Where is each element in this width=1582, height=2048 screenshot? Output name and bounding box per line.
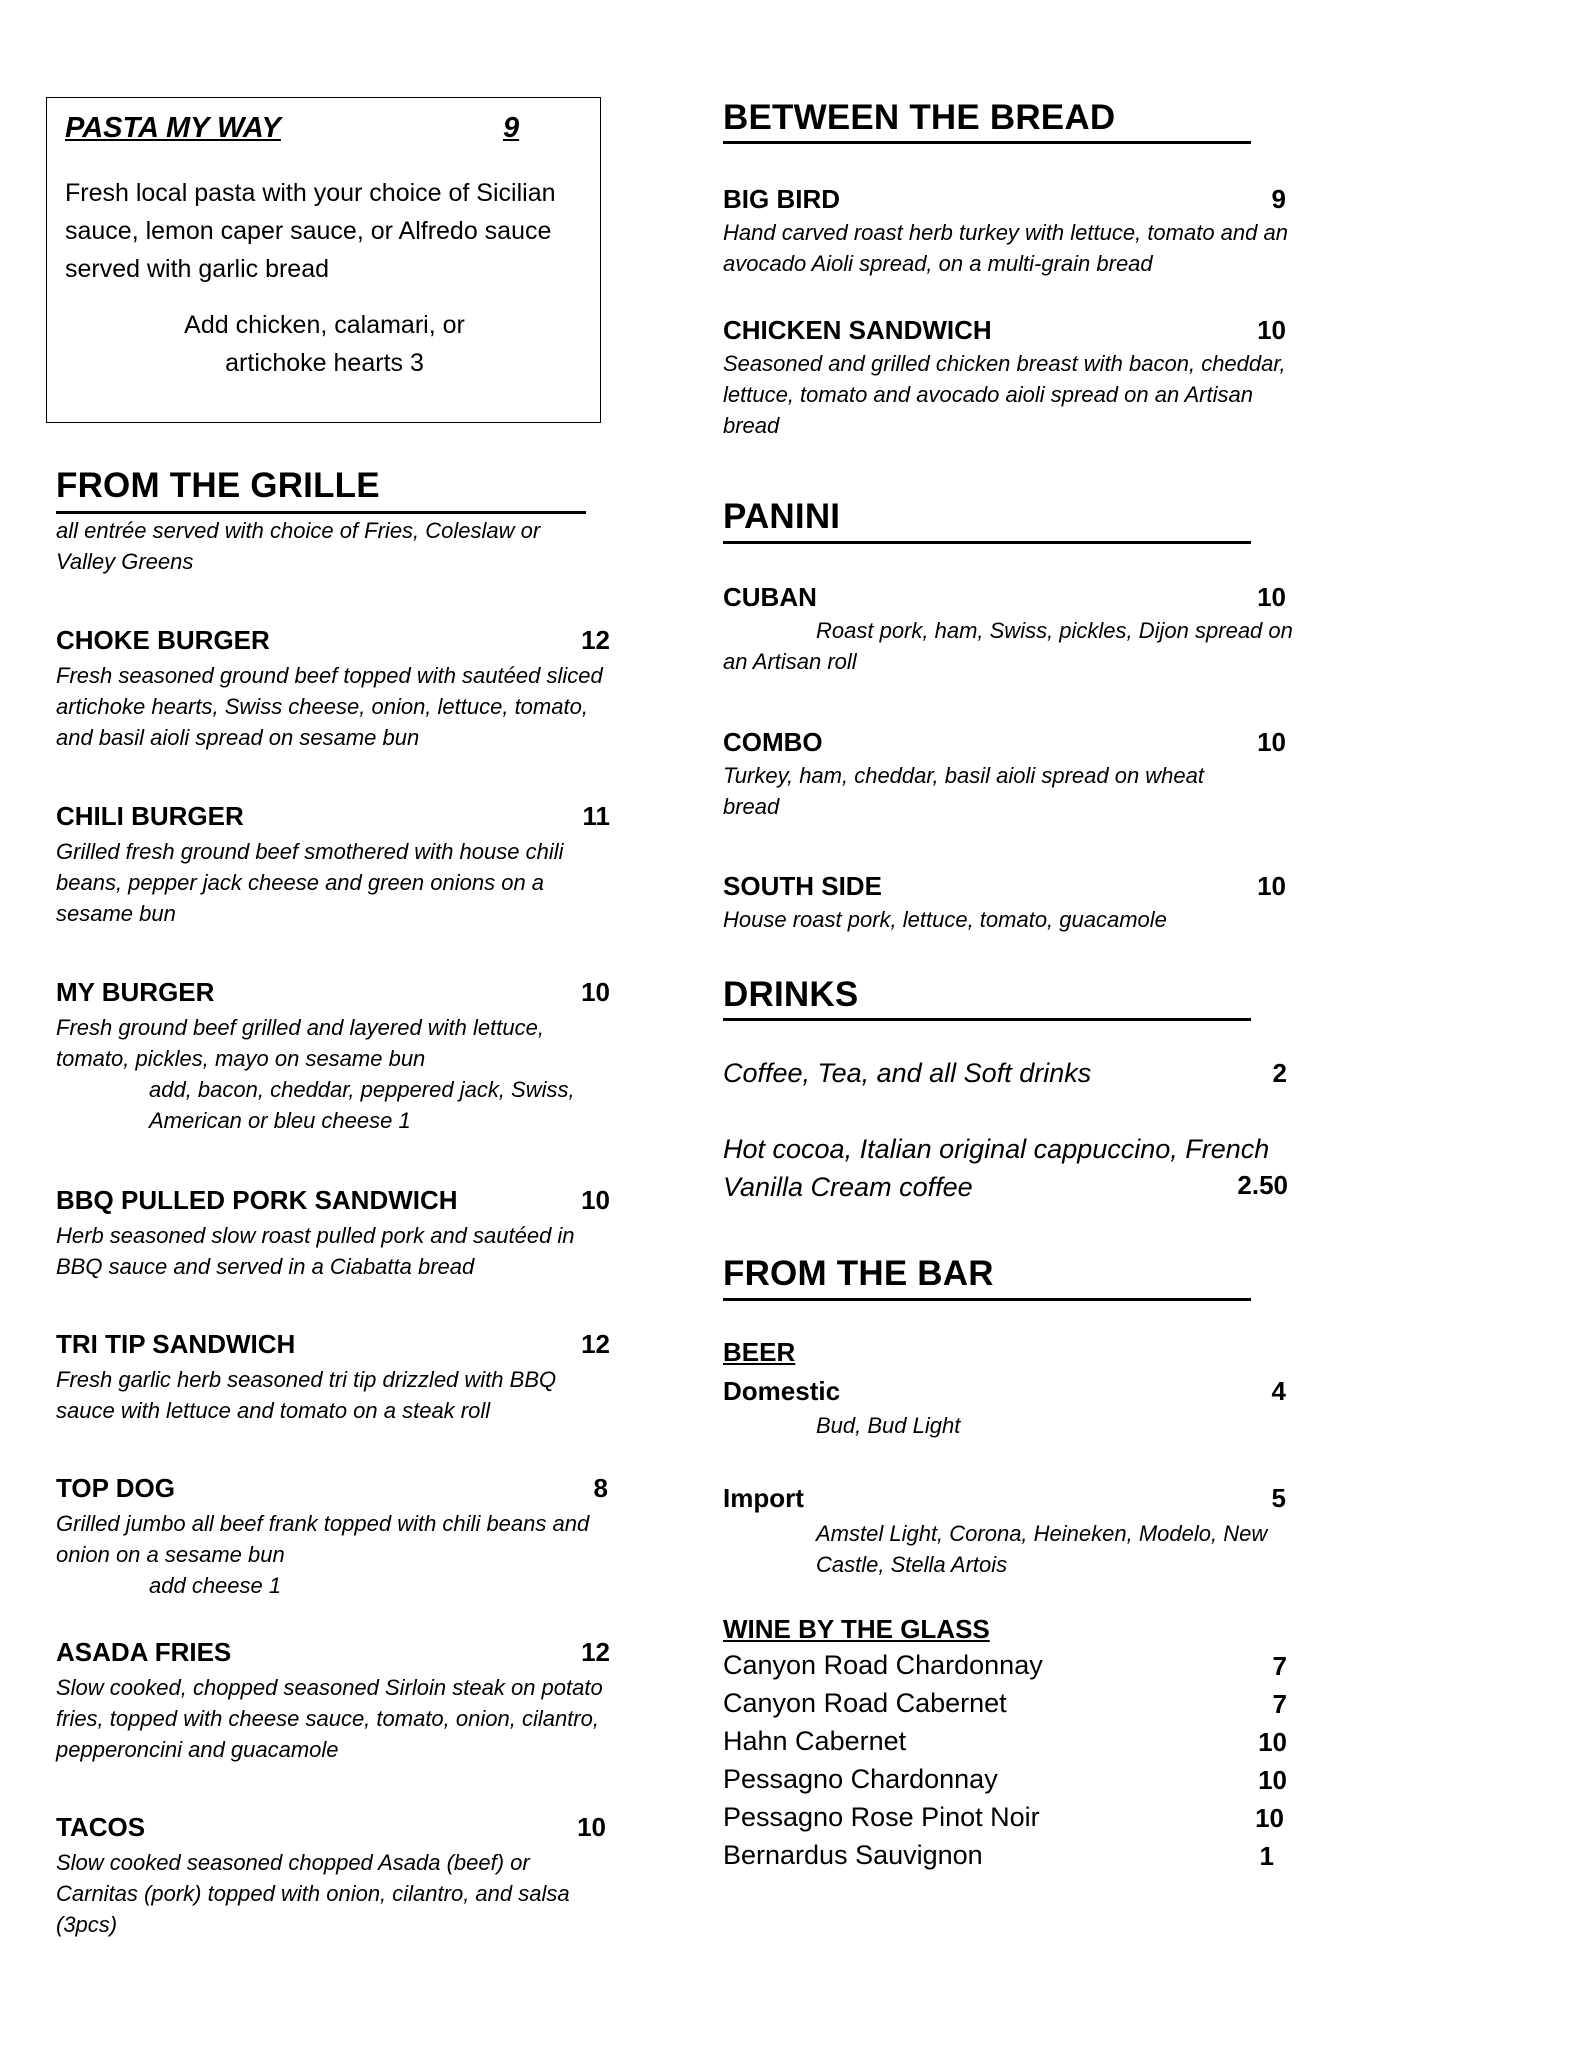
drink-price: 2.50	[1237, 1170, 1288, 1200]
pasta-addon-line2: artichoke hearts 3	[225, 349, 424, 377]
menu-item-description: Fresh garlic herb seasoned tri tip drizzled with BBQ sauce with lettuce and tomato on a steak roll	[56, 1367, 557, 1423]
grille-title: FROM THE GRILLE	[56, 466, 380, 505]
menu-item-price: 10	[1257, 582, 1286, 612]
panini-rule	[723, 541, 1251, 544]
beer-price: 4	[1271, 1376, 1286, 1406]
bar-title: FROM THE BAR	[723, 1254, 994, 1293]
wine-heading: WINE BY THE GLASS	[723, 1614, 990, 1644]
wine-price: 10	[1255, 1803, 1284, 1833]
menu-item-description: Fresh seasoned ground beef topped with sautéed sliced artichoke hearts, Swiss cheese, onion, lettuce, tomato, and basil aioli spread on sesame bun	[56, 663, 603, 750]
menu-item-name: CHICKEN SANDWICH	[723, 315, 992, 345]
wine-name: Pessagno Rose Pinot Noir	[723, 1802, 1040, 1832]
bread-title: BETWEEN THE BREAD	[723, 98, 1116, 137]
menu-item-price: 11	[582, 801, 610, 831]
menu-item-name: COMBO	[723, 727, 823, 757]
menu-item-name: TACOS	[56, 1812, 146, 1842]
menu-item-addon: add, bacon, cheddar, peppered jack, Swiss, American or bleu cheese 1	[149, 1077, 575, 1133]
menu-item-description: Turkey, ham, cheddar, basil aioli spread on wheat bread	[723, 763, 1205, 819]
beer-brands: Bud, Bud Light	[816, 1413, 961, 1438]
menu-item-price: 8	[593, 1473, 608, 1503]
wine-name: Hahn Cabernet	[723, 1726, 907, 1756]
menu-item-name: CHILI BURGER	[56, 801, 244, 831]
menu-item-price: 10	[1257, 315, 1286, 345]
wine-price: 7	[1272, 1689, 1287, 1719]
menu-item-name: CUBAN	[723, 582, 817, 612]
menu-item-description: Seasoned and grilled chicken breast with bacon, cheddar, lettuce, tomato and avocado aioli spread on an Artisan bread	[723, 351, 1286, 438]
drinks-title: DRINKS	[723, 975, 859, 1014]
menu-item-price: 10	[581, 1185, 610, 1215]
beer-brands: Amstel Light, Corona, Heineken, Modelo, New Castle, Stella Artois	[816, 1521, 1268, 1577]
beer-price: 5	[1271, 1483, 1286, 1513]
pasta-description: Fresh local pasta with your choice of Sicilian sauce, lemon caper sauce, or Alfredo sauce served with garlic bread	[65, 179, 556, 283]
bar-rule	[723, 1298, 1251, 1301]
grille-note: all entrée served with choice of Fries, Coleslaw or Valley Greens	[56, 518, 541, 574]
menu-item-name: SOUTH SIDE	[723, 871, 882, 901]
wine-name: Canyon Road Cabernet	[723, 1688, 1007, 1718]
menu-item-price: 12	[581, 1329, 610, 1359]
menu-item-description: Slow cooked seasoned chopped Asada (beef) or Carnitas (pork) topped with onion, cilantro, and salsa (3pcs)	[56, 1850, 570, 1937]
menu-item-description: Grilled jumbo all beef frank topped with chili beans and onion on a sesame bun	[56, 1511, 590, 1567]
menu-item-addon: add cheese 1	[149, 1573, 282, 1598]
menu-item-description: Roast pork, ham, Swiss, pickles, Dijon spread on an Artisan roll	[723, 618, 1293, 674]
bread-rule	[723, 141, 1251, 144]
menu-item-name: MY BURGER	[56, 977, 215, 1007]
menu-item-name: BBQ PULLED PORK SANDWICH	[56, 1185, 458, 1215]
wine-price: 10	[1258, 1727, 1287, 1757]
wine-price: 1	[1259, 1841, 1274, 1871]
panini-title: PANINI	[723, 497, 841, 536]
menu-item-price: 10	[581, 977, 610, 1007]
menu-item-price: 10	[1257, 727, 1286, 757]
menu-item-name: TOP DOG	[56, 1473, 175, 1503]
menu-item-name: BIG BIRD	[723, 184, 840, 214]
menu-item-price: 12	[581, 625, 610, 655]
wine-name: Canyon Road Chardonnay	[723, 1650, 1043, 1680]
menu-item-price: 12	[581, 1637, 610, 1667]
menu-item-name: CHOKE BURGER	[56, 625, 270, 655]
menu-item-description: Grilled fresh ground beef smothered with house chili beans, pepper jack cheese and green onions on a sesame bun	[56, 839, 564, 926]
pasta-addon-line1: Add chicken, calamari, or	[184, 311, 465, 339]
wine-name: Bernardus Sauvignon	[723, 1840, 983, 1870]
drink-item: Coffee, Tea, and all Soft drinks	[723, 1058, 1092, 1088]
drinks-rule	[723, 1018, 1251, 1021]
menu-item-description: House roast pork, lettuce, tomato, guacamole	[723, 907, 1167, 932]
wine-price: 10	[1258, 1765, 1287, 1795]
menu-item-description: Slow cooked, chopped seasoned Sirloin steak on potato fries, topped with cheese sauce, tomato, onion, cilantro, pepperoncini and guacamole	[56, 1675, 603, 1762]
menu-item-name: ASADA FRIES	[56, 1637, 232, 1667]
pasta-title: PASTA MY WAY	[65, 112, 281, 144]
menu-item-description: Herb seasoned slow roast pulled pork and sautéed in BBQ sauce and served in a Ciabatta bread	[56, 1223, 575, 1279]
beer-name: Import	[723, 1483, 804, 1513]
menu-item-price: 10	[1257, 871, 1286, 901]
menu-item-price: 9	[1271, 184, 1286, 214]
drink-item: Hot cocoa, Italian original cappuccino, French Vanilla Cream coffee	[723, 1134, 1270, 1202]
menu-item-description: Fresh ground beef grilled and layered with lettuce, tomato, pickles, mayo on sesame bun	[56, 1015, 544, 1071]
beer-heading: BEER	[723, 1337, 796, 1367]
drink-price: 2	[1272, 1058, 1287, 1088]
beer-name: Domestic	[723, 1376, 841, 1406]
wine-name: Pessagno Chardonnay	[723, 1764, 998, 1794]
menu-item-name: TRI TIP SANDWICH	[56, 1329, 296, 1359]
wine-price: 7	[1272, 1651, 1287, 1681]
pasta-addon	[47, 306, 602, 382]
pasta-price: 9	[503, 112, 520, 144]
grille-rule	[56, 511, 586, 514]
menu-item-price: 10	[577, 1812, 606, 1842]
pasta-my-way-box	[46, 97, 601, 423]
menu-item-description: Hand carved roast herb turkey with lettuce, tomato and an avocado Aioli spread, on a multi-grain bread	[723, 220, 1288, 276]
